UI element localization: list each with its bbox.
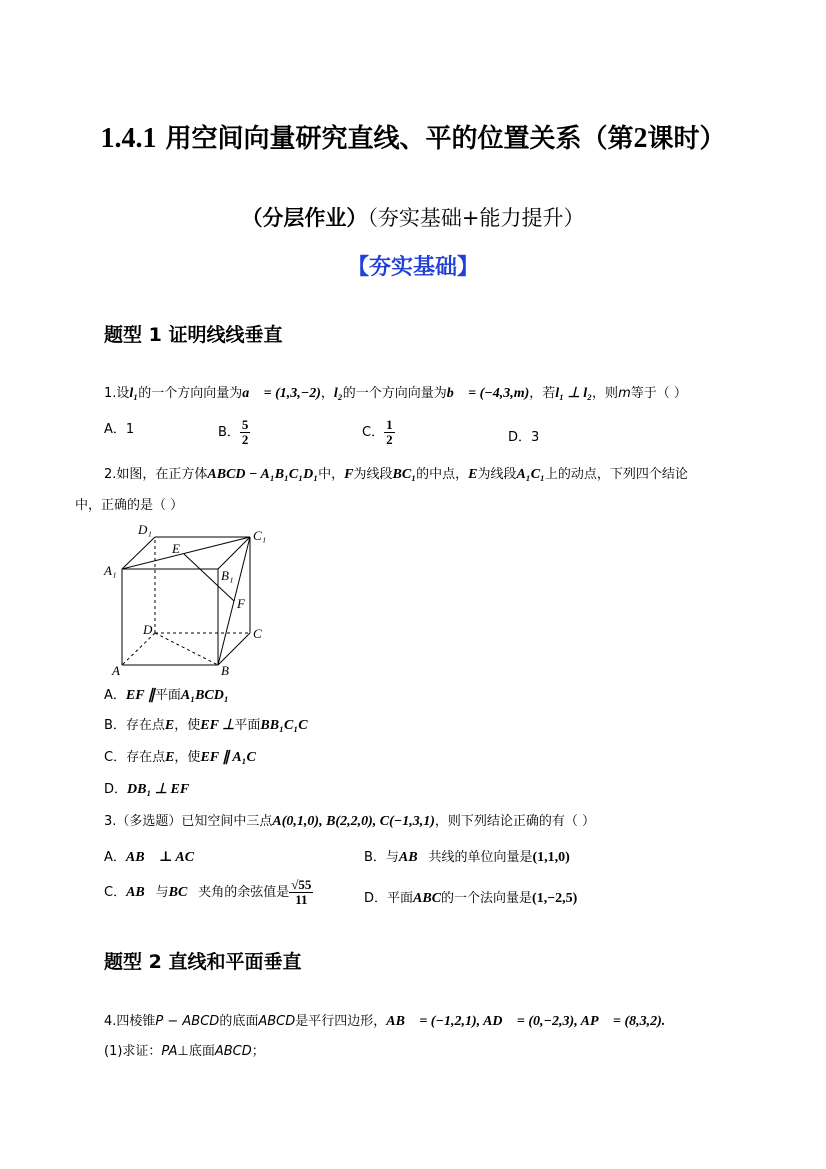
label-C: C <box>253 626 262 641</box>
edge-B1C1 <box>218 537 250 569</box>
q1-option-b <box>218 418 250 447</box>
q1-t2: ， <box>320 386 334 401</box>
title-text-a: 用空间向量研究直线、平的位置关系（第 <box>165 124 634 154</box>
q1-option-c-fraction <box>384 418 395 447</box>
label-F: F <box>237 596 245 611</box>
q2-option-c-t1: ，使 <box>174 750 201 765</box>
q1-option-b-label: B． <box>218 425 240 440</box>
q2-F: F <box>344 467 354 482</box>
q1-option-c-den: 2 <box>386 432 393 447</box>
q2-option-c <box>104 746 256 766</box>
edge-DB <box>155 633 218 665</box>
q1-t1: 的一个方向向量为 <box>138 386 243 401</box>
q3-option-d-m2: (1,−2,5) <box>532 891 578 906</box>
edge-A1D1 <box>122 537 155 569</box>
q3-option-d-label: D．平面 <box>364 891 414 906</box>
q3-option-c-m1: AB⃗ <box>126 885 156 900</box>
q2-option-c-label: C．存在点 <box>104 750 166 765</box>
q3-option-c-label: C． <box>104 885 127 900</box>
q2-stem-line2: 中，正确的是（ ） <box>75 498 184 513</box>
edge-AD <box>122 633 155 665</box>
q3-option-c-den: 11 <box>295 892 308 907</box>
title-number: 1.4.1 <box>100 123 157 154</box>
section-heading: 【夯实基础】 <box>346 254 479 280</box>
q1-option-c-num: 1 <box>386 417 393 432</box>
page-title <box>0 118 826 155</box>
q2-option-a-m2: A₁BCD₁ <box>180 688 229 703</box>
q1-vector-b: b⃗ = (−4,3,m) <box>446 386 530 401</box>
q3-option-d-text: 的一个法向量是 <box>441 891 533 906</box>
q1-l2: l₂ <box>333 386 343 401</box>
q4-s3: ； <box>251 1044 265 1059</box>
q3-option-c-t1: 与 <box>155 885 169 900</box>
label-D: D <box>143 622 153 637</box>
q1-option-d: D．3 <box>508 430 540 445</box>
segment-A1C1 <box>122 537 250 569</box>
q2-option-b <box>104 714 308 734</box>
q3-option-b-label: B．与 <box>364 850 399 865</box>
label-E: E <box>172 541 180 556</box>
q1-t5: ，则 <box>592 386 619 401</box>
label-C1: C₁ <box>253 528 267 543</box>
q3-option-c-fraction <box>289 878 313 907</box>
q3-option-c <box>104 878 313 907</box>
q1-perp: l₁ ⊥ l₂ <box>555 386 593 401</box>
q1-option-a: A．1 <box>104 422 135 437</box>
q3-option-a-label: A． <box>104 850 126 865</box>
q2-cube: ABCD − A₁B₁C₁D₁ <box>207 467 319 482</box>
q3-points: A(0,1,0), B(2,2,0), C(−1,3,1) <box>272 814 435 829</box>
q4-pa: PA <box>161 1044 178 1059</box>
type1-heading: 题型 1 证明线线垂直 <box>104 324 283 346</box>
q1-l1: l₁ <box>129 386 139 401</box>
q1-t4: ，若 <box>529 386 556 401</box>
q2-option-d <box>104 778 189 798</box>
q1-m-var: m <box>618 386 631 401</box>
q3-option-c-m2: BC⃗ <box>168 885 199 900</box>
q4-s2: ⊥底面 <box>177 1044 215 1059</box>
edge-BC <box>218 633 250 665</box>
q2-option-a-label: A． <box>104 688 126 703</box>
q4-t1: 4.四棱锥 <box>104 1014 156 1029</box>
q4-t3: 是平行四边形， <box>295 1014 387 1029</box>
q2-BC1: BC₁ <box>392 467 417 482</box>
type2-heading: 题型 2 直线和平面垂直 <box>104 951 302 973</box>
q3-t2: ，则下列结论正确的有（ ） <box>434 814 596 829</box>
q2-t1: 2.如图，在正方体 <box>104 467 208 482</box>
subtitle-bold: （分层作业） <box>241 205 368 230</box>
label-B1: B₁ <box>221 568 234 583</box>
q4-part1 <box>104 1040 265 1059</box>
q1-option-c-label: C． <box>362 425 385 440</box>
q3-option-b-text: 共线的单位向量是 <box>428 850 533 865</box>
q3-option-d <box>364 887 577 907</box>
q2-option-b-t2: 平面 <box>234 718 261 733</box>
q3-option-c-t2: 夹角的余弦值是 <box>198 885 290 900</box>
q3-option-b <box>364 846 570 866</box>
q2-option-c-m1: E <box>165 750 175 765</box>
q2-option-b-m1: E <box>164 718 175 733</box>
q2-option-b-t1: ，使 <box>174 718 201 733</box>
q2-E: E <box>468 467 478 482</box>
subtitle <box>0 202 826 232</box>
q2-option-b-label: B．存在点 <box>104 718 165 733</box>
q2-option-b-m3: BB₁C₁C <box>260 718 308 733</box>
q4-base: ABCD <box>258 1014 296 1029</box>
q2-option-c-m2: EF ∥ A₁C <box>200 750 256 765</box>
q2-t2: 中， <box>318 467 345 482</box>
q4-stem <box>104 1010 665 1030</box>
q1-option-b-num: 5 <box>241 417 249 432</box>
q2-t4: 的中点， <box>416 467 469 482</box>
q2-option-d-m1: DB₁ ⊥ EF <box>127 782 190 797</box>
q2-t5: 为线段 <box>477 467 517 482</box>
q2-option-a-text: 平面 <box>154 688 181 703</box>
q4-pyramid: P − ABCD <box>155 1014 220 1029</box>
q1-stem <box>104 382 687 402</box>
label-B: B <box>221 663 229 678</box>
q2-option-b-m2: EF ⊥ <box>200 718 235 733</box>
label-D1: D₁ <box>138 522 152 537</box>
q1-prefix: 1.设 <box>104 386 130 401</box>
q3-stem <box>104 810 595 830</box>
q2-stem <box>104 463 688 483</box>
q4-base-2: ABCD <box>214 1044 252 1059</box>
q1-option-c <box>362 418 395 447</box>
q1-option-b-fraction <box>240 418 251 447</box>
q4-vectors: AB⃗ = (−1,2,1), AD⃗ = (0,−2,3), AP⃗ = (8,3,2). <box>386 1014 666 1029</box>
q2-A1C1: A₁C₁ <box>516 467 545 482</box>
q3-option-a-m: AB⃗ ⊥ AC⃗ <box>125 850 205 865</box>
q1-t3: 的一个方向向量为 <box>342 386 447 401</box>
q2-option-a <box>104 684 229 704</box>
q3-option-b-m1: AB⃗ <box>398 850 429 865</box>
label-A: A <box>112 663 120 678</box>
q3-t1: 3.（多选题）已知空间中三点 <box>104 814 273 829</box>
q2-t6: 上的动点，下列四个结论 <box>544 467 688 482</box>
q1-option-b-den: 2 <box>241 432 249 447</box>
q3-option-c-num: √55 <box>291 877 312 892</box>
cube-figure <box>100 518 280 678</box>
q1-vector-a: a⃗ = (1,3,−2) <box>242 386 321 401</box>
title-text-b: 课时） <box>647 124 726 154</box>
q2-t3: 为线段 <box>353 467 393 482</box>
q4-s1: (1)求证： <box>104 1044 162 1059</box>
q4-t2: 的底面 <box>219 1014 259 1029</box>
label-A1: A₁ <box>104 563 117 578</box>
q1-t6: 等于（ ） <box>630 386 687 401</box>
q2-option-a-m1: EF ∥ <box>125 688 155 703</box>
q2-option-d-label: D． <box>104 782 128 797</box>
title-number-2: 2 <box>633 123 648 154</box>
q3-option-d-m1: ABC <box>413 891 442 906</box>
q3-option-a <box>104 846 205 866</box>
subtitle-normal: （夯实基础+能力提升） <box>367 206 585 230</box>
q3-option-b-m2: (1,1,0) <box>532 850 570 865</box>
